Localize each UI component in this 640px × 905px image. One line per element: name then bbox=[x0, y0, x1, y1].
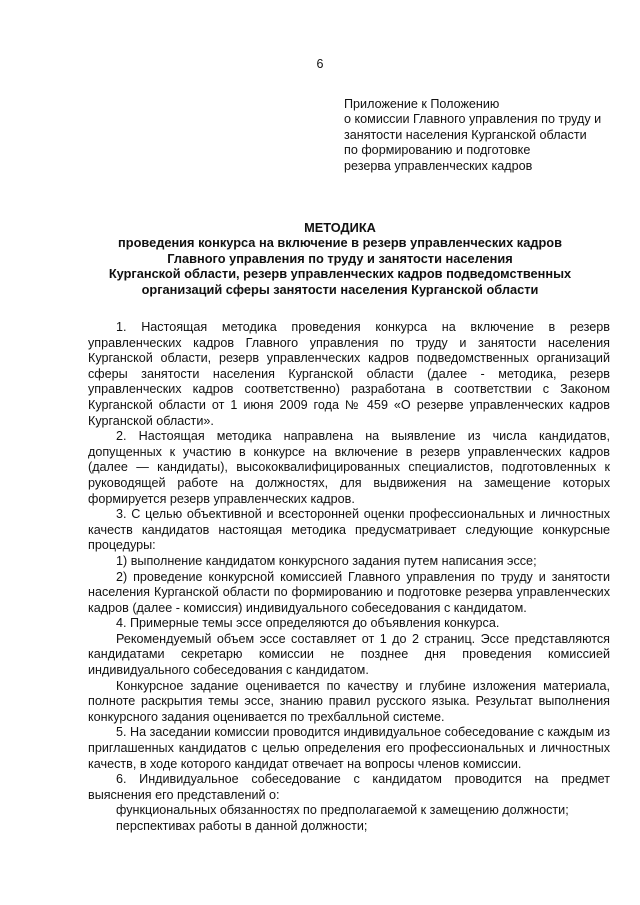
document-title bbox=[60, 220, 620, 297]
title-heading: МЕТОДИКА bbox=[304, 220, 376, 235]
paragraph: Рекомендуемый объем эссе составляет от 1 до 2 страниц. Эссе представляются кандидатами секретарю комиссии не позднее дня проведения комиссией индивидуального собеседования с кандидатом. bbox=[88, 631, 610, 678]
paragraph: 6. Индивидуальное собеседование с кандидатом проводится на предмет выяснения его представлений о: bbox=[88, 772, 610, 802]
title-line: проведения конкурса на включение в резерв управленческих кадров bbox=[118, 235, 562, 251]
paragraph: перспективах работы в данной должности; bbox=[116, 819, 368, 833]
paragraph: Конкурсное задание оценивается по качеству и глубине изложения материала, полноте раскрытия темы эссе, знанию правил русского языка. Результат выполнения конкурсного задания оценивается по трехбалльной системе. bbox=[88, 678, 610, 724]
appendix-line: занятости населения Курганской области bbox=[344, 127, 587, 142]
paragraph: 1. Настоящая методика проведения конкурса на включение в резерв управленческих кадров Главного управления по труду и занятости населения Курганской области, резерв управленческих кадров подведомственных организаций сферы занятости населения Курганской области (далее - методика, резерв управленческих кадров соответственно) разработана в соответствии с Законом Курганской области от 1 июня 2009 года № 459 «О резерве управленческих кадров Курганской области». bbox=[88, 320, 610, 428]
paragraph: функциональных обязанностях по предполагаемой к замещению должности; bbox=[116, 803, 569, 818]
paragraph: 4. Примерные темы эссе определяются до объявления конкурса. bbox=[116, 616, 500, 631]
appendix-line: Приложение к Положению bbox=[344, 97, 500, 111]
title-line: организаций сферы занятости населения Курганской области bbox=[141, 281, 539, 297]
paragraph: 1) выполнение кандидатом конкурсного задания путем написания эссе; bbox=[116, 553, 537, 568]
title-line: Курганской области, резерв управленческих кадров подведомственных bbox=[108, 266, 572, 282]
appendix-line: по формированию и подготовке bbox=[344, 143, 531, 158]
paragraph: 5. На заседании комиссии проводится индивидуальное собеседование с каждым из приглашенных кандидатов с целью определения его профессиональных и личностных качеств, в ходе которого кандидат отвечает на вопросы членов комиссии. bbox=[88, 725, 610, 771]
paragraph: 2. Настоящая методика направлена на выявление из числа кандидатов, допущенных к участию в конкурсе на включение в резерв управленческих кадров (далее — кандидаты), высококвалифицированных специалистов, подготовленных к руководящей работе на должностях, для выдвижения на замещение которых формируется резерв управленческих кадров. bbox=[88, 429, 610, 506]
title-line: Главного управления по труду и занятости населения bbox=[167, 250, 513, 266]
paragraph: 3. С целью объективной и всесторонней оценки профессиональных и личностных качеств кандидатов настоящая методика предусматривает следующие конкурсные процедуры: bbox=[88, 507, 610, 553]
appendix-line: резерва управленческих кадров bbox=[344, 158, 533, 173]
appendix-note bbox=[344, 97, 624, 174]
paragraph: 2) проведение конкурсной комиссией Главного управления по труду и занятости населения Курганской области по формированию и подготовке резерва управленческих кадров (далее - комиссия) индивидуального собеседования с кандидатом. bbox=[88, 569, 610, 615]
page-number: 6 bbox=[316, 57, 324, 71]
appendix-line: о комиссии Главного управления по труду и bbox=[344, 112, 602, 127]
document-body bbox=[88, 320, 610, 835]
